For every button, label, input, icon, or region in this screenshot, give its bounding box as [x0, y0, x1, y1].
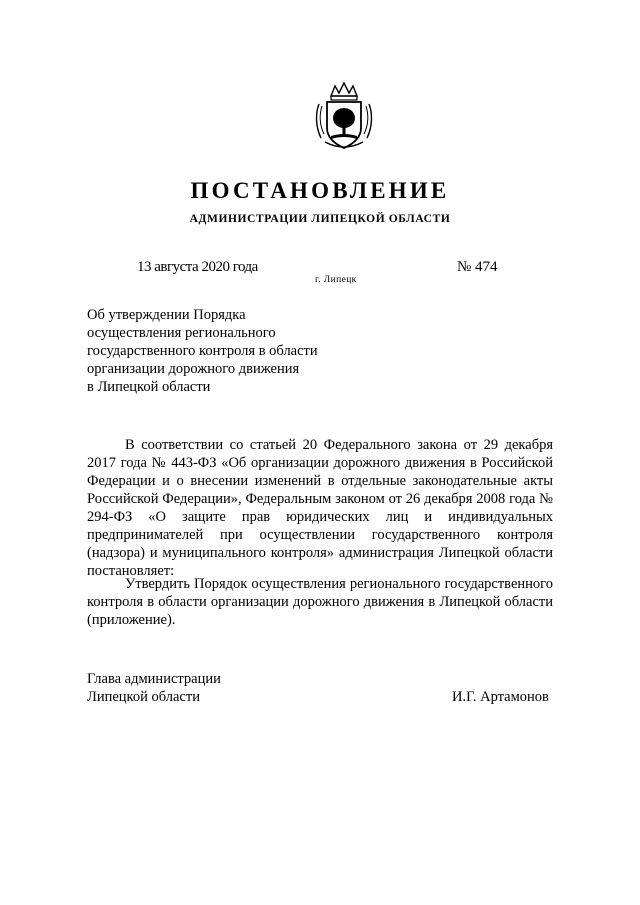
document-subject [87, 306, 387, 396]
signatory-position-line: Глава администрации [87, 671, 221, 687]
signatory-position-line: Липецкой области [87, 689, 200, 705]
subject-line: осуществления регионального [87, 325, 276, 341]
signatory-name: И.Г. Артамонов [452, 689, 549, 705]
document-date: 13 августа 2020 года [137, 259, 258, 275]
subject-line: организации дорожного движения [87, 361, 300, 377]
coat-of-arms-icon [313, 82, 375, 152]
signatory-position [87, 670, 221, 706]
resolution-paragraph: Утвердить Порядок осуществления регионального государственного контроля в области организации дорожного движения в Липецкой области (приложение). [87, 576, 553, 628]
subject-line: Об утверждении Порядка [87, 307, 246, 323]
subject-line: государственного контроля в области [87, 343, 318, 359]
document-city: г. Липецк [315, 275, 357, 285]
subject-line: в Липецкой области [87, 379, 211, 395]
document-title: ПОСТАНОВЛЕНИЕ [190, 178, 450, 203]
preamble-paragraph: В соответствии со статьей 20 Федерального закона от 29 декабря 2017 года № 443-ФЗ «Об организации дорожного движения в Российской Федерации и о внесении изменений в отдельные законодательные акты Российской Федерации», Федеральным законом от 26 декабря 2008 года № 294-ФЗ «О защите прав юридических лиц и индивидуальных предпринимателей при осуществлении государственного контроля (надзора) и муниципального контроля» администрация Липецкой области постановляет: [87, 437, 553, 579]
document-number: № 474 [457, 259, 498, 275]
document-issuer: АДМИНИСТРАЦИИ ЛИПЕЦКОЙ ОБЛАСТИ [189, 213, 451, 225]
